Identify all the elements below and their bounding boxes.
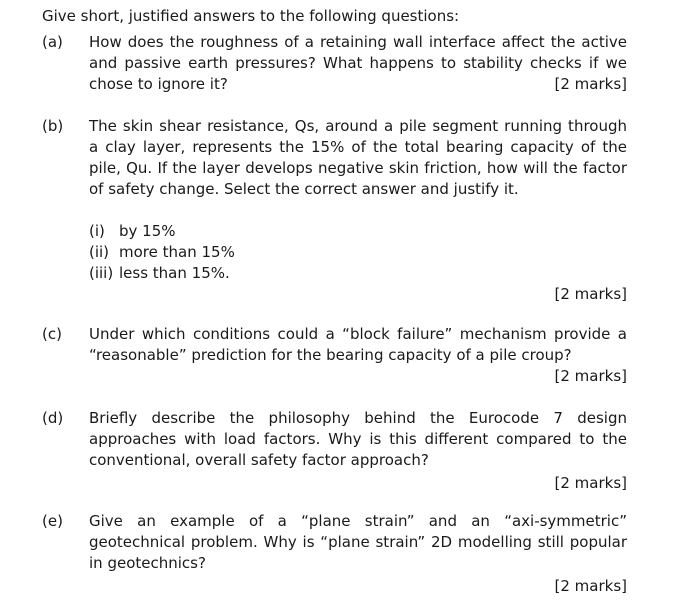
option-text: more than 15% <box>119 243 235 261</box>
question-label: (d) <box>42 409 64 427</box>
marks-label: [2 marks] <box>554 474 627 492</box>
instructions: Give short, justified answers to the following questions: <box>42 7 460 25</box>
option-ii <box>89 242 627 263</box>
question-label: (a) <box>42 33 63 51</box>
question-a <box>42 32 627 95</box>
question-d <box>42 408 627 494</box>
marks-label: [2 marks] <box>554 577 627 595</box>
marks-label: [2 marks] <box>554 285 627 303</box>
option-i <box>89 221 627 242</box>
question-text: Under which conditions could a “block failure” mechanism provide a “reasonable” prediction for the bearing capacity of a pile croup? <box>89 325 627 364</box>
question-e <box>42 511 627 597</box>
question-text: The skin shear resistance, Qs, around a pile segment running through a clay layer, represents the 15% of the total bearing capacity of the pile, Qu. If the layer develops negative skin friction, how will the factor of safety change. Select the correct answer and justify it. <box>89 117 627 198</box>
option-number: (i) <box>89 222 105 240</box>
option-number: (iii) <box>89 264 114 282</box>
question-c <box>42 324 627 387</box>
marks-label: [2 marks] <box>554 367 627 385</box>
option-text: less than 15%. <box>119 264 230 282</box>
question-label: (b) <box>42 117 64 135</box>
option-iii <box>89 263 627 284</box>
question-text: Give an example of a “plane strain” and an “axi-symmetric” geotechnical problem. Why is “plane strain” 2D modelling still popular in geotechnics? <box>89 512 627 572</box>
marks-label: [2 marks] <box>554 75 627 93</box>
option-text: by 15% <box>119 222 176 240</box>
question-b <box>42 116 627 305</box>
question-text: How does the roughness of a retaining wall interface affect the active and passive earth pressures? What happens to stability checks if we chose to ignore it? <box>89 33 627 93</box>
question-label: (e) <box>42 512 63 530</box>
answer-options <box>89 221 627 284</box>
question-label: (c) <box>42 325 62 343</box>
question-text: Briefly describe the philosophy behind the Eurocode 7 design approaches with load factors. Why is this different compared to the conventional, overall safety factor approach? <box>89 409 627 469</box>
option-number: (ii) <box>89 243 110 261</box>
